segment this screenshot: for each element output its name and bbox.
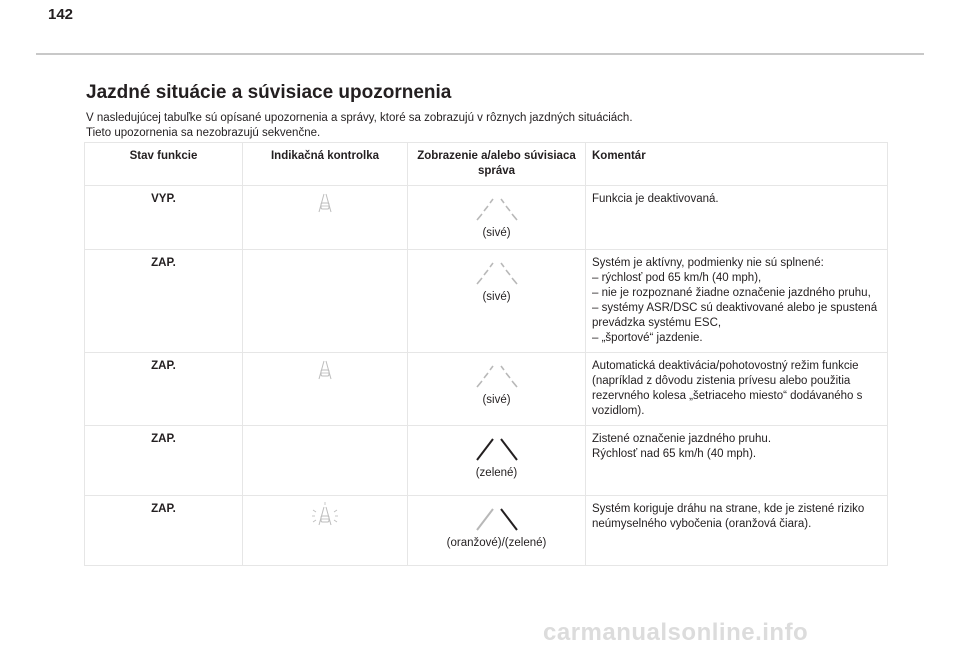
display-cell bbox=[408, 353, 586, 426]
display-cell bbox=[408, 496, 586, 566]
comment-line: – systémy ASR/DSC sú deaktivované alebo je spustená prevádzka systému ESC, bbox=[592, 302, 878, 329]
comment-cell bbox=[586, 496, 888, 566]
display-cell bbox=[408, 186, 586, 250]
table-row bbox=[85, 353, 888, 426]
comment-line: Automatická deaktivácia/pohotovostný režim funkcie (napríklad z dôvodu zistenia prívesu alebo použitia rezervného kolesa „šetriaceho miesto“ dodávaného s vozidlom). bbox=[592, 360, 863, 417]
page-title: Jazdné situácie a súvisiace upozornenia bbox=[86, 82, 452, 103]
lane-keep-off-icon bbox=[311, 192, 339, 214]
lane-lines-dashed-grey-icon bbox=[467, 198, 527, 222]
comment-line: – rýchlosť pod 65 km/h (40 mph), bbox=[592, 272, 762, 284]
comment-cell bbox=[586, 426, 888, 496]
state-cell: ZAP. bbox=[85, 426, 243, 496]
intro-line-2: Tieto upozornenia sa nezobrazujú sekvenčne. bbox=[86, 127, 321, 139]
lane-lines-orange-green-icon bbox=[467, 508, 527, 532]
lamp-cell bbox=[243, 250, 408, 353]
lane-lines-solid-green-icon bbox=[467, 438, 527, 462]
lamp-cell bbox=[243, 426, 408, 496]
comment-line: Rýchlosť nad 65 km/h (40 mph). bbox=[592, 448, 757, 460]
lamp-cell bbox=[243, 496, 408, 566]
display-cell bbox=[408, 250, 586, 353]
display-label: (sivé) bbox=[482, 227, 511, 239]
comment-line: Systém je aktívny, podmienky nie sú splnené: bbox=[592, 257, 824, 269]
table-header-row bbox=[85, 143, 888, 186]
lane-keep-active-icon bbox=[309, 502, 341, 528]
watermark: carmanualsonline.info bbox=[543, 619, 809, 646]
lamp-cell bbox=[243, 186, 408, 250]
state-cell: VYP. bbox=[85, 186, 243, 250]
comment-line: Funkcia je deaktivovaná. bbox=[592, 193, 719, 205]
lane-lines-dashed-grey-icon bbox=[467, 262, 527, 286]
header-state: Stav funkcie bbox=[85, 143, 243, 186]
display-label: (zelené) bbox=[475, 467, 518, 479]
state-cell: ZAP. bbox=[85, 496, 243, 566]
comment-cell bbox=[586, 186, 888, 250]
table-row bbox=[85, 496, 888, 566]
header-display: Zobrazenie a/alebo súvisiaca správa bbox=[408, 143, 586, 186]
table-row bbox=[85, 186, 888, 250]
lamp-cell bbox=[243, 353, 408, 426]
lane-keep-off-icon bbox=[311, 359, 339, 381]
table-row bbox=[85, 250, 888, 353]
display-cell bbox=[408, 426, 586, 496]
state-cell: ZAP. bbox=[85, 353, 243, 426]
header-lamp: Indikačná kontrolka bbox=[243, 143, 408, 186]
lane-lines-dashed-grey-icon bbox=[467, 365, 527, 389]
display-label: (sivé) bbox=[482, 291, 511, 303]
page-number: 142 bbox=[48, 6, 74, 23]
header-comment: Komentár bbox=[586, 143, 888, 186]
comment-line: – „športové“ jazdenie. bbox=[592, 332, 703, 344]
comment-line: Zistené označenie jazdného pruhu. bbox=[592, 433, 772, 445]
intro-line-1: V nasledujúcej tabuľke sú opísané upozornenia a správy, ktoré sa zobrazujú v rôznych jazdných situáciách. bbox=[86, 112, 633, 124]
comment-cell bbox=[586, 353, 888, 426]
display-label: (oranžové)/(zelené) bbox=[446, 537, 547, 549]
table-row bbox=[85, 426, 888, 496]
display-label: (sivé) bbox=[482, 394, 511, 406]
state-cell: ZAP. bbox=[85, 250, 243, 353]
intro-text bbox=[86, 111, 886, 141]
comment-cell bbox=[586, 250, 888, 353]
situations-table bbox=[84, 142, 888, 566]
comment-line: – nie je rozpoznané žiadne označenie jazdného pruhu, bbox=[592, 287, 871, 299]
comment-line: Systém koriguje dráhu na strane, kde je zistené riziko neúmyselného vybočenia (oranžová čiara). bbox=[592, 503, 865, 530]
header-divider bbox=[36, 53, 924, 55]
